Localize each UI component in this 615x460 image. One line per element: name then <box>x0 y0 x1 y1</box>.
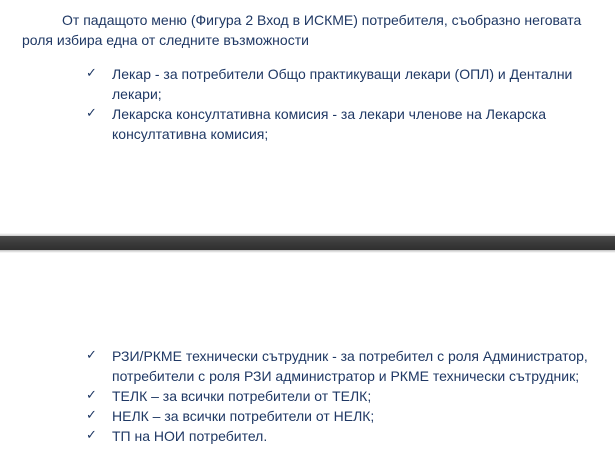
checkmark-icon: ✓ <box>86 106 97 121</box>
intro-text: От падащото меню (Фигура 2 Вход в ИСКМЕ) потребителя, съобразно неговата роля избира една от следните възможности <box>22 12 582 48</box>
list-item-rzi-rkme <box>0 346 615 386</box>
list-item-consultative-commission <box>0 104 615 144</box>
checkmark-icon: ✓ <box>86 66 97 81</box>
checkmark-icon: ✓ <box>86 388 97 403</box>
list-item-text: Лекар - за потребители Общо практикуващи лекари (ОПЛ) и Дентални лекари; <box>112 66 573 102</box>
intro-paragraph <box>22 10 612 50</box>
checkmark-icon: ✓ <box>86 348 97 363</box>
list-item-doctor <box>0 64 615 104</box>
role-options-list-top <box>0 64 615 144</box>
list-item-text: ТЕЛК – за всички потребители от ТЕЛК; <box>112 388 372 404</box>
list-item-text: ТП на НОИ потребител. <box>112 428 268 444</box>
list-item-tp-noi <box>0 426 615 446</box>
list-item-telk <box>0 386 615 406</box>
list-item-text: РЗИ/РКМЕ технически сътрудник - за потребител с роля Администратор, потребители с роля РЗИ администратор и РКМЕ технически сътрудник; <box>112 348 588 384</box>
role-options-list-bottom <box>0 346 615 446</box>
page-break-separator <box>0 236 615 250</box>
list-item-nelk <box>0 406 615 426</box>
checkmark-icon: ✓ <box>86 408 97 423</box>
list-item-text: Лекарска консултативна комисия - за лекари членове на Лекарска консултативна комисия; <box>112 106 547 142</box>
list-item-text: НЕЛК – за всички потребители от НЕЛК; <box>112 408 375 424</box>
checkmark-icon: ✓ <box>86 428 97 443</box>
